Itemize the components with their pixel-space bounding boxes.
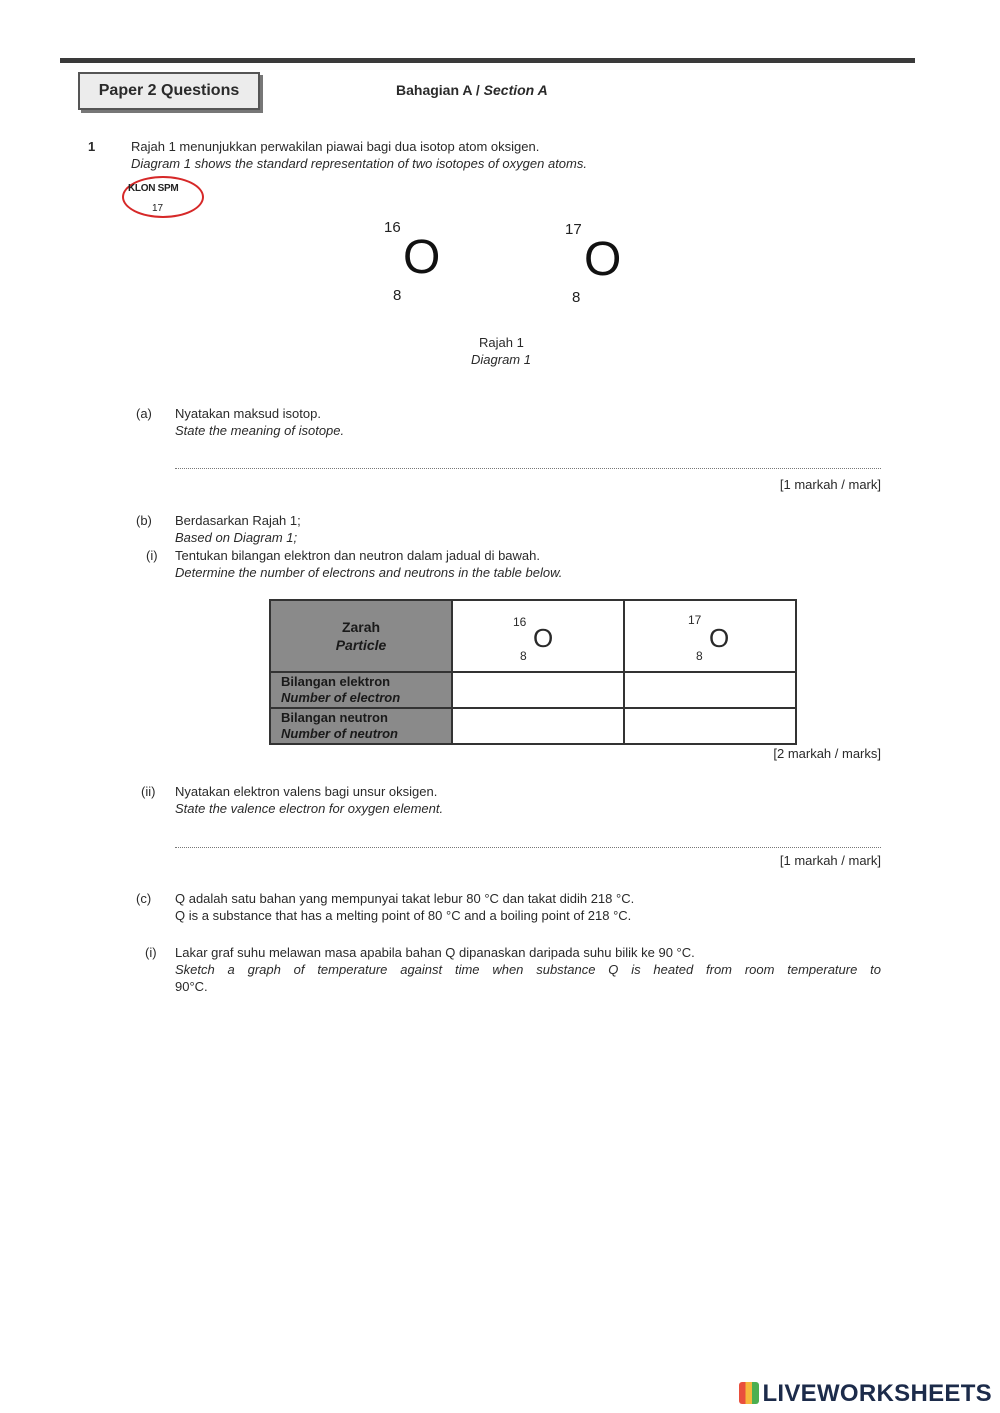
row-electron-en: Number of electron [281,690,401,705]
part-c-ms: Q adalah satu bahan yang mempunyai takat lebur 80 °C dan takat didih 218 °C. [175,891,635,906]
table-isotope-1-proton: 8 [520,649,527,663]
table-header-ms: Zarah [341,619,381,635]
answer-neutron-o17[interactable] [624,708,796,744]
paper-label-box [78,72,260,110]
isotope-1-mass: 16 [384,219,401,236]
part-b-i-label: (i) [146,548,158,563]
table-isotope-1-mass: 16 [513,615,527,629]
row-neutron-label [270,708,452,744]
part-b-ii-marks: [1 markah / mark] [779,853,881,868]
part-c-en: Q is a substance that has a melting point of 80 °C and a boiling point of 218 °C. [175,908,632,923]
section-title [396,82,548,98]
stamp-text: KLON SPM [128,183,179,194]
table-marks: [2 markah / marks] [773,746,881,761]
section-en: Section A [483,82,548,98]
part-a-ms: Nyatakan maksud isotop. [175,406,321,421]
part-b-i-en: Determine the number of electrons and neutrons in the table below. [175,565,563,580]
row-electron-ms: Bilangan elektron [281,674,391,689]
table-header-cell [270,600,452,672]
particle-table [269,599,797,745]
isotope-2-symbol: O [584,233,622,286]
intro-en: Diagram 1 shows the standard representation of two isotopes of oxygen atoms. [131,156,587,171]
stamp-number: 17 [152,203,164,214]
top-rule [60,58,915,63]
answer-electron-o17[interactable] [624,672,796,708]
table-header-en: Particle [335,637,387,653]
table-isotope-1-symbol: O [533,623,554,653]
part-b-ii-ms: Nyatakan elektron valens bagi unsur oksigen. [175,784,438,799]
part-b-label: (b) [136,513,152,528]
isotope-2-mass: 17 [565,221,582,238]
answer-neutron-o16[interactable] [452,708,624,744]
row-neutron-ms: Bilangan neutron [281,710,388,725]
part-b-ii-en: State the valence electron for oxygen element. [175,801,444,816]
diagram-caption-ms: Rajah 1 [479,335,524,350]
intro-ms: Rajah 1 menunjukkan perwakilan piawai bagi dua isotop atom oksigen. [131,139,540,154]
part-b-ms: Berdasarkan Rajah 1; [175,513,301,528]
isotope-1-proton: 8 [393,287,402,304]
part-b-ii-label: (ii) [141,784,156,799]
question-number: 1 [88,139,96,154]
part-c-i-ms: Lakar graf suhu melawan masa apabila bahan Q dipanaskan daripada suhu bilik ke 90 °C. [175,945,695,960]
liveworksheets-logo [739,1380,992,1408]
row-electron-label [270,672,452,708]
isotope-1-symbol: O [403,231,441,284]
part-c-label: (c) [136,891,152,906]
part-a-label: (a) [136,406,152,421]
table-isotope-2-proton: 8 [696,649,703,663]
table-isotope-2-cell [624,600,796,672]
table-isotope-1-cell [452,600,624,672]
paper-label: Paper 2 Questions [98,82,240,99]
isotope-2-proton: 8 [572,289,581,306]
table-isotope-2-mass: 17 [688,613,702,627]
table-row-neutron [270,708,796,744]
table-isotope-2-symbol: O [709,623,730,653]
part-b-ii-answer-line[interactable] [175,847,881,848]
part-a-marks: [1 markah / mark] [779,477,881,492]
part-c-i-en-1: Sketch a graph of temperature against time when substance Q is heated from room temperature to [175,962,881,977]
part-c-i-label: (i) [145,945,157,960]
liveworksheets-icon [739,1382,759,1404]
part-b-en: Based on Diagram 1; [175,530,298,545]
part-c-i-en-2: 90°C. [175,979,208,994]
diagram-caption-en: Diagram 1 [471,352,531,367]
table-header-row [270,600,796,672]
answer-electron-o16[interactable] [452,672,624,708]
section-ms: Bahagian A / [396,82,480,98]
row-neutron-en: Number of neutron [281,726,398,741]
part-b-i-ms: Tentukan bilangan elektron dan neutron dalam jadual di bawah. [175,548,540,563]
part-a-answer-line[interactable] [175,468,881,469]
brand-text: LIVEWORKSHEETS [762,1380,992,1407]
table-row-electron [270,672,796,708]
part-a-en: State the meaning of isotope. [175,423,345,438]
